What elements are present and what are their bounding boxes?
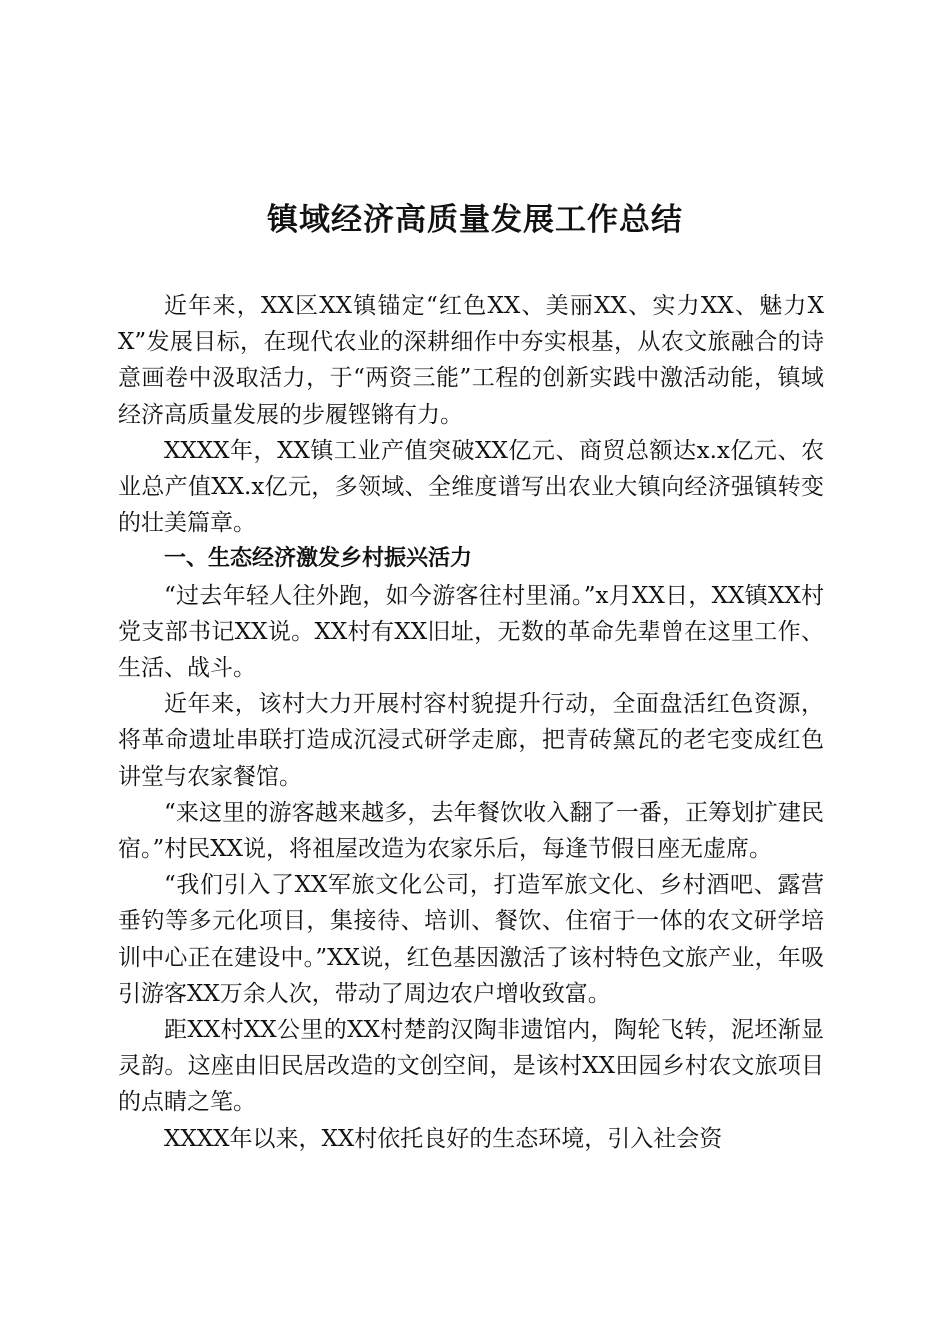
- section1-paragraph-6: XXXX年以来，XX村依托良好的生态环境，引入社会资: [164, 1125, 723, 1152]
- section1-paragraph-4: “我们引入了XX军旅文化公司，打造军旅文化、乡村酒吧、露营垂钓等多元化项目，集接待、培训、餐饮、住宿于一体的农文研学培训中心正在建设中。”XX说，红色基因激活了该村特色文旅产业，年吸引游客XX万余人次，带动了周边农户增收致富。: [118, 872, 824, 1007]
- intro-paragraph-1: 近年来，XX区XX镇锚定“红色XX、美丽XX、实力XX、魅力XX”发展目标，在现代农业的深耕细作中夯实根基，从农文旅融合的诗意画卷中汲取活力，于“两资三能”工程的创新实践中激活动能，镇域经济高质量发展的步履铿锵有力。: [118, 293, 824, 428]
- section1-paragraph-3: “来这里的游客越来越多，去年餐饮收入翻了一番，正筹划扩建民宿。”村民XX说，将祖屋改造为农家乐后，每逢节假日座无虚席。: [118, 799, 824, 863]
- intro-paragraph-2: XXXX年，XX镇工业产值突破XX亿元、商贸总额达x.x亿元、农业总产值XX.x亿元，多领域、全维度谱写出农业大镇向经济强镇转变的壮美篇章。: [118, 437, 824, 537]
- section-heading-1: 一、生态经济激发乡村振兴活力: [164, 546, 473, 572]
- section1-paragraph-1: “过去年轻人往外跑，如今游客往村里涌。”x月XX日，XX镇XX村党支部书记XX说。XX村有XX旧址，无数的革命先辈曾在这里工作、生活、战斗。: [118, 582, 824, 682]
- document-body: [118, 288, 824, 1157]
- section1-paragraph-2: 近年来，该村大力开展村容村貌提升行动，全面盘活红色资源，将革命遗址串联打造成沉浸式研学走廊，把青砖黛瓦的老宅变成红色讲堂与农家餐馆。: [118, 691, 824, 790]
- section1-paragraph-5: 距XX村XX公里的XX村楚韵汉陶非遗馆内，陶轮飞转，泥坯渐显灵韵。这座由旧民居改造的文创空间，是该村XX田园乡村农文旅项目的点睛之笔。: [118, 1017, 824, 1116]
- document-title: 镇域经济高质量发展工作总结: [267, 202, 683, 238]
